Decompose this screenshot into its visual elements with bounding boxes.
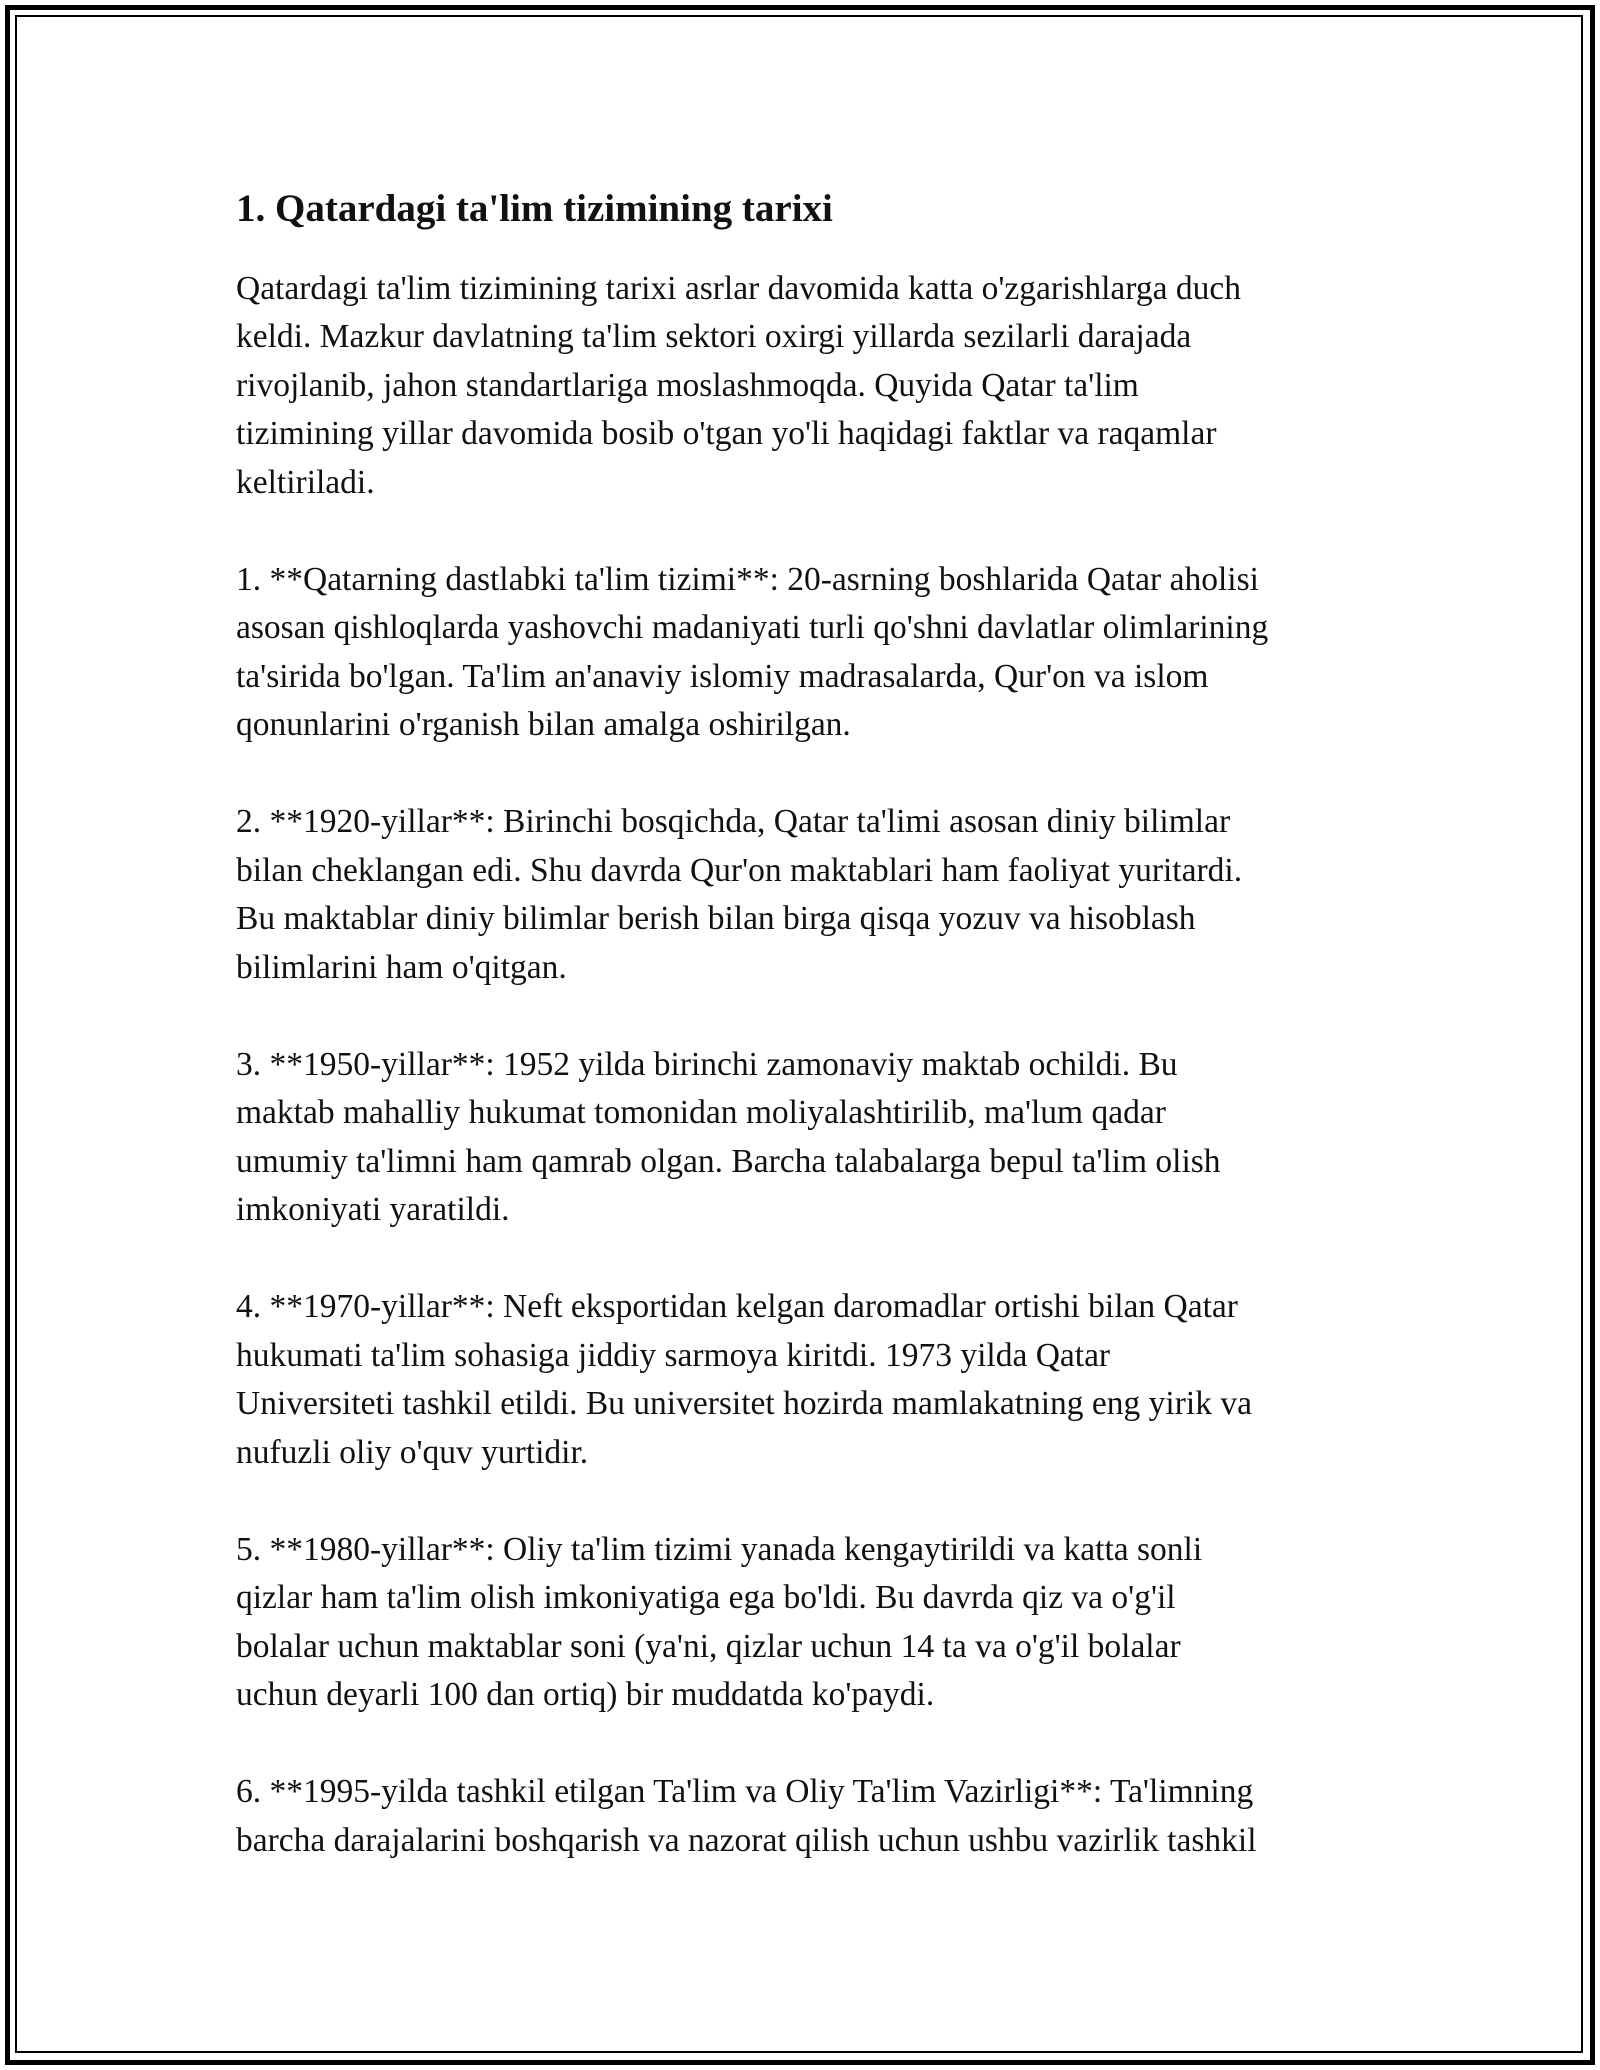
paragraph-early-education: 1. **Qatarning dastlabki ta'lim tizimi**: 20-asrning boshlarida Qatar aholisi asosan qishloqlarda yashovchi madaniyati turli qo'shni davlatlar olimlarining ta'sirida bo'lgan. Ta'lim an'anaviy islomiy madrasalarda, Qur'on va islom qonunlarini o'rganish bilan amalga oshirilgan. — [236, 560, 1269, 744]
paragraph-1920s: 2. **1920-yillar**: Birinchi bosqichda, Qatar ta'limi asosan diniy bilimlar bilan cheklangan edi. Shu davrda Qur'on maktablari ham faoliyat yuritardi. Bu maktablar diniy bilimlar berish bilan birga qisqa yozuv va hisoblash bilimlarini ham o'qitgan. — [236, 803, 1243, 986]
paragraph-1995-ministry: 6. **1995-yilda tashkil etilgan Ta'lim va Oliy Ta'lim Vazirligi**: Ta'limning barcha darajalarini boshqarish va nazorat qilish uchun ushbu vazirlik tashkil — [236, 1773, 1257, 1859]
intro-paragraph: Qatardagi ta'lim tizimining tarixi asrlar davomida katta o'zgarishlarga duch keldi. Mazkur davlatning ta'lim sektori oxirgi yillarda sezilarli darajada rivojlanib, jahon standartlariga moslashmoqda. Quyida Qatar ta'lim tizimining yillar davomida bosib o'tgan yo'li haqidagi faktlar va raqamlar keltiriladi. — [236, 269, 1241, 501]
paragraph-1970s: 4. **1970-yillar**: Neft eksportidan kelgan daromadlar ortishi bilan Qatar hukumati ta'lim sohasiga jiddiy sarmoya kiritdi. 1973 yilda Qatar Universiteti tashkil etildi. Bu universitet hozirda mamlakatning eng yirik va nufuzli oliy o'quv yurtidir. — [236, 1288, 1252, 1471]
document-body — [236, 185, 1386, 1914]
section-heading: 1. Qatardagi ta'lim tizimining tarixi — [236, 187, 833, 230]
paragraph-1950s: 3. **1950-yillar**: 1952 yilda birinchi zamonaviy maktab ochildi. Bu maktab mahalliy hukumat tomonidan moliyalashtirilib, ma'lum qadar umumiy ta'limni ham qamrab olgan. Barcha talabalarga bepul ta'lim olish imkoniyati yaratildi. — [236, 1045, 1221, 1229]
paragraph-1980s: 5. **1980-yillar**: Oliy ta'lim tizimi yanada kengaytirildi va katta sonli qizlar ham ta'lim olish imkoniyatiga ega bo'ldi. Bu davrda qiz va o'g'il bolalar uchun maktablar soni (ya'ni, qizlar uchun 14 ta va o'g'il bolalar uchun deyarli 100 dan ortiq) bir muddatda ko'paydi. — [236, 1530, 1203, 1714]
